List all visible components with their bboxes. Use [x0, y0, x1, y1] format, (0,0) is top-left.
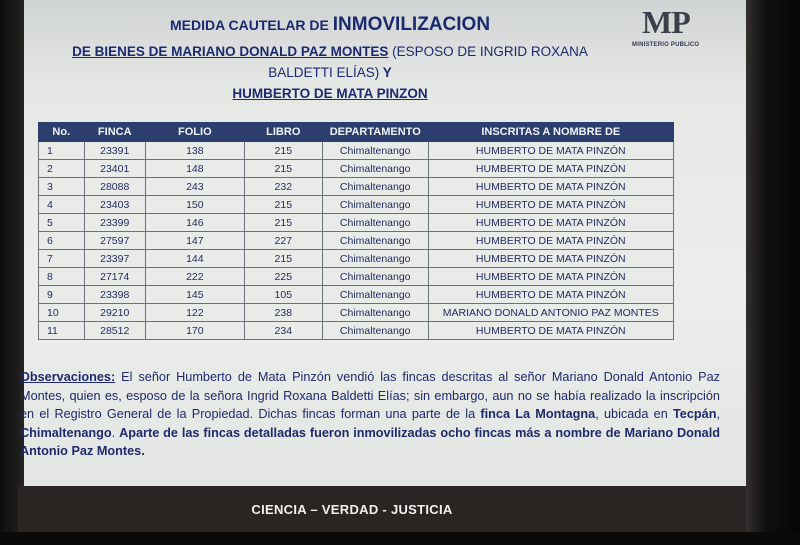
cell-departamento: Chimaltenango	[322, 160, 428, 178]
header-no: No.	[39, 123, 85, 142]
cell-inscritas: HUMBERTO DE MATA PINZÓN	[428, 322, 673, 340]
obs-bold-la-montagna: La Montagna	[515, 407, 596, 422]
table-row	[39, 214, 674, 232]
cell-libro: 215	[244, 250, 322, 268]
cell-inscritas: HUMBERTO DE MATA PINZÓN	[428, 214, 673, 232]
cell-libro: 225	[244, 268, 322, 286]
cell-libro: 215	[244, 214, 322, 232]
cell-no: 1	[39, 142, 85, 160]
header-departamento: DEPARTAMENTO	[322, 123, 428, 142]
cell-departamento: Chimaltenango	[322, 214, 428, 232]
title-line-3	[30, 65, 630, 80]
title-line-4: HUMBERTO DE MATA PINZON	[232, 86, 428, 101]
cell-finca: 28088	[84, 178, 145, 196]
observaciones-label: Observaciones:	[20, 370, 116, 384]
logo-mp-text: MP	[642, 4, 690, 40]
logo-subtitle: MINISTERIO PUBLICO	[632, 42, 700, 48]
cell-folio: 147	[145, 232, 244, 250]
table-row	[39, 322, 674, 340]
cell-no: 10	[39, 304, 85, 322]
cell-finca: 23401	[84, 160, 145, 178]
cell-departamento: Chimaltenango	[322, 196, 428, 214]
cell-finca: 28512	[84, 322, 145, 340]
cell-libro: 105	[244, 286, 322, 304]
title-prefix: MEDIDA CAUTELAR DE	[169, 17, 333, 33]
cell-no: 6	[39, 232, 85, 250]
table-row	[39, 286, 674, 304]
cell-folio: 122	[145, 304, 244, 322]
cell-inscritas: HUMBERTO DE MATA PINZÓN	[428, 250, 673, 268]
footer-bar	[18, 486, 746, 532]
cell-libro: 227	[244, 232, 322, 250]
cell-departamento: Chimaltenango	[322, 142, 428, 160]
obs-text-2: finca	[480, 407, 516, 422]
cell-no: 8	[39, 268, 85, 286]
header-inscritas: INSCRITAS A NOMBRE DE	[428, 123, 673, 142]
cell-departamento: Chimaltenango	[322, 232, 428, 250]
table-row	[39, 142, 674, 160]
cell-inscritas: HUMBERTO DE MATA PINZÓN	[428, 286, 673, 304]
cell-finca: 23391	[84, 142, 145, 160]
cell-folio: 145	[145, 286, 244, 304]
table-row	[39, 160, 674, 178]
cell-finca: 23399	[84, 214, 145, 232]
cell-departamento: Chimaltenango	[322, 250, 428, 268]
obs-text-1: El señor Humberto de Mata Pinzón vendió las fincas descritas al señor Mariano Donald Antonio Paz Montes, quien es, esposo de la señora Ingrid Roxana Baldetti Elías; sin embargo, aun no se había realizado la inscripción en el Registro General de la Propiedad. Dichas fincas forman una parte de la	[20, 370, 720, 422]
cell-departamento: Chimaltenango	[322, 286, 428, 304]
title-block	[30, 14, 630, 101]
obs-text-5: .	[111, 425, 120, 440]
cell-inscritas: HUMBERTO DE MATA PINZÓN	[428, 178, 673, 196]
title-line-2-normal: (ESPOSO DE INGRID ROXANA	[388, 44, 588, 59]
table-row	[39, 232, 674, 250]
table-row	[39, 304, 674, 322]
cell-no: 9	[39, 286, 85, 304]
cell-folio: 243	[145, 178, 244, 196]
cell-libro: 232	[244, 178, 322, 196]
obs-bold-chimaltenango: Chimaltenango	[20, 425, 112, 440]
footer-motto: CIENCIA – VERDAD - JUSTICIA	[251, 501, 453, 517]
title-line-2-bold: DE BIENES DE MARIANO DONALD PAZ MONTES	[72, 44, 389, 59]
cell-finca: 23397	[84, 250, 145, 268]
cell-no: 11	[39, 322, 85, 340]
cell-finca: 23398	[84, 286, 145, 304]
obs-text-4: ,	[716, 407, 721, 422]
cell-folio: 138	[145, 142, 244, 160]
cell-libro: 234	[244, 322, 322, 340]
screen-edge-right	[742, 0, 800, 545]
cell-departamento: Chimaltenango	[322, 304, 428, 322]
table-row	[39, 268, 674, 286]
cell-departamento: Chimaltenango	[322, 322, 428, 340]
cell-folio: 146	[145, 214, 244, 232]
table-row	[39, 178, 674, 196]
header-folio: FOLIO	[145, 123, 244, 142]
title-big: INMOVILIZACION	[332, 14, 491, 35]
cell-libro: 238	[244, 304, 322, 322]
cell-libro: 215	[244, 160, 322, 178]
cell-folio: 144	[145, 250, 244, 268]
cell-finca: 27597	[84, 232, 145, 250]
cell-inscritas: HUMBERTO DE MATA PINZÓN	[428, 268, 673, 286]
cell-departamento: Chimaltenango	[322, 178, 428, 196]
cell-folio: 222	[145, 268, 244, 286]
mp-logo	[628, 4, 718, 54]
observaciones-paragraph	[20, 368, 720, 461]
title-line-2	[30, 44, 630, 59]
cell-folio: 170	[145, 322, 244, 340]
cell-inscritas: HUMBERTO DE MATA PINZÓN	[428, 232, 673, 250]
cell-no: 3	[39, 178, 85, 196]
cell-finca: 29210	[84, 304, 145, 322]
cell-libro: 215	[244, 142, 322, 160]
cell-folio: 150	[145, 196, 244, 214]
bottom-dark-edge	[0, 532, 800, 545]
cell-finca: 23403	[84, 196, 145, 214]
cell-no: 5	[39, 214, 85, 232]
cell-no: 4	[39, 196, 85, 214]
header-finca: FINCA	[84, 123, 145, 142]
title-line-3-bold: Y	[379, 65, 392, 80]
cell-libro: 215	[244, 196, 322, 214]
cell-inscritas: MARIANO DONALD ANTONIO PAZ MONTES	[428, 304, 673, 322]
table-row	[39, 250, 674, 268]
obs-text-3: , ubicada en	[595, 407, 673, 422]
cell-inscritas: HUMBERTO DE MATA PINZÓN	[428, 142, 673, 160]
table-row	[39, 196, 674, 214]
obs-bold-aparte: Aparte de las fincas detalladas fueron inmovilizadas ocho fincas más a nombre de Mariano Donald Antonio Paz Montes.	[20, 425, 720, 459]
cell-inscritas: HUMBERTO DE MATA PINZÓN	[428, 160, 673, 178]
cell-finca: 27174	[84, 268, 145, 286]
table-header-row	[39, 123, 674, 142]
cell-inscritas: HUMBERTO DE MATA PINZÓN	[428, 196, 673, 214]
cell-folio: 148	[145, 160, 244, 178]
title-line-3-normal: BALDETTI ELÍAS)	[268, 65, 380, 80]
obs-bold-tecpan: Tecpán	[673, 407, 717, 422]
header-libro: LIBRO	[244, 123, 322, 142]
title-line-1	[30, 14, 630, 36]
cell-no: 7	[39, 250, 85, 268]
cell-no: 2	[39, 160, 85, 178]
fincas-table	[38, 122, 674, 340]
cell-departamento: Chimaltenango	[322, 268, 428, 286]
